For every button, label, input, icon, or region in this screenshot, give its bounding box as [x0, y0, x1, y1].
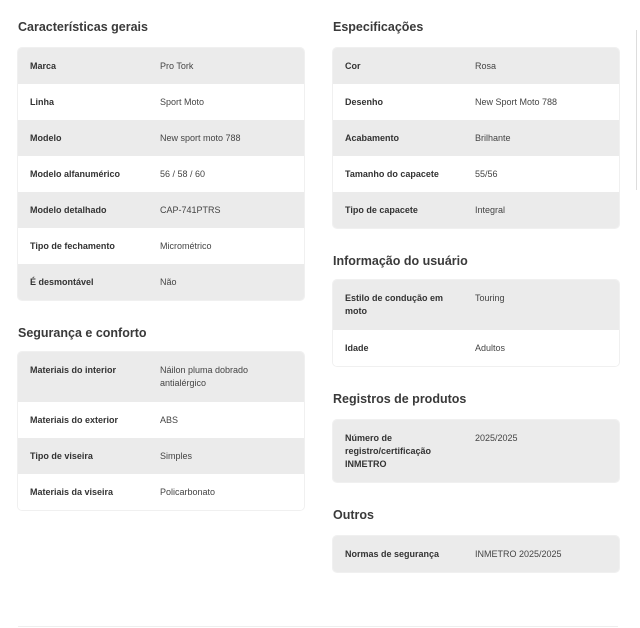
table-row: [18, 402, 304, 438]
row-value: New Sport Moto 788: [475, 96, 558, 107]
bottom-divider: [18, 626, 618, 627]
row-value: Micrométrico: [160, 240, 212, 251]
table-row: [18, 474, 304, 510]
specs-table: [333, 48, 619, 228]
table-row: [18, 120, 304, 156]
section-title-safety: Segurança e conforto: [18, 326, 147, 340]
row-label: Marca: [30, 60, 57, 71]
others-table: [333, 536, 619, 572]
row-value: 56 / 58 / 60: [160, 168, 206, 179]
scroll-edge-divider: [636, 30, 640, 190]
row-label: É desmontável: [30, 276, 94, 287]
table-row: [333, 420, 619, 482]
table-row: [18, 48, 304, 84]
registry-table: [333, 420, 619, 482]
row-label: Linha: [30, 96, 54, 107]
user-table: [333, 280, 619, 366]
row-value: Pro Tork: [160, 60, 194, 71]
table-row: [18, 228, 304, 264]
table-row: [333, 84, 619, 120]
row-label: Idade: [345, 342, 369, 353]
row-value: Policarbonato: [160, 486, 216, 497]
table-row: [18, 192, 304, 228]
row-value: Não: [160, 276, 177, 287]
row-label: Desenho: [345, 96, 384, 107]
row-label: Cor: [345, 60, 361, 71]
row-value: CAP-741PTRS: [160, 204, 221, 215]
row-value: Simples: [160, 450, 193, 461]
row-value: Brilhante: [475, 132, 511, 143]
table-row: [18, 156, 304, 192]
row-value: Rosa: [475, 60, 497, 71]
section-title-registry: Registros de produtos: [333, 392, 467, 406]
row-value: Adultos: [475, 342, 506, 353]
table-row: [18, 264, 304, 300]
general-table: [18, 48, 304, 300]
row-value: INMETRO 2025/2025: [475, 548, 562, 559]
table-row: [18, 438, 304, 474]
section-title-others: Outros: [333, 508, 374, 522]
table-row: [333, 156, 619, 192]
table-row: [18, 352, 304, 402]
row-label: Materiais do exterior: [30, 414, 119, 425]
section-title-specs: Especificações: [333, 20, 424, 34]
section-title-general: Características gerais: [18, 20, 148, 34]
row-value: Integral: [475, 204, 506, 215]
row-label: Estilo de condução em moto: [345, 293, 444, 316]
row-value: Náilon pluma dobrado antialérgico: [160, 365, 249, 388]
row-label: Materiais do interior: [30, 365, 117, 375]
row-value: Touring: [475, 293, 505, 303]
row-value: ABS: [160, 414, 179, 425]
row-value: Sport Moto: [160, 96, 205, 107]
table-row: [333, 280, 619, 330]
table-row: [333, 330, 619, 366]
row-label: Modelo alfanumérico: [30, 168, 121, 179]
row-label: Tamanho do capacete: [345, 168, 439, 179]
safety-table: [18, 352, 304, 510]
row-label: Número de registro/certificação INMETRO: [345, 432, 432, 469]
row-value: 2025/2025: [475, 433, 518, 443]
table-row: [333, 48, 619, 84]
table-row: [333, 192, 619, 228]
row-value: 55/56: [475, 168, 498, 179]
row-label: Modelo: [30, 132, 62, 143]
row-label: Tipo de capacete: [345, 204, 418, 215]
table-row: [333, 120, 619, 156]
row-value: New sport moto 788: [160, 132, 241, 143]
row-label: Acabamento: [345, 132, 400, 143]
row-label: Tipo de fechamento: [30, 240, 115, 251]
table-row: [18, 84, 304, 120]
row-label: Modelo detalhado: [30, 204, 107, 215]
table-row: [333, 536, 619, 572]
row-label: Materiais da viseira: [30, 486, 114, 497]
row-label: Normas de segurança: [345, 548, 440, 559]
row-label: Tipo de viseira: [30, 450, 93, 461]
section-title-user: Informação do usuário: [333, 254, 468, 268]
